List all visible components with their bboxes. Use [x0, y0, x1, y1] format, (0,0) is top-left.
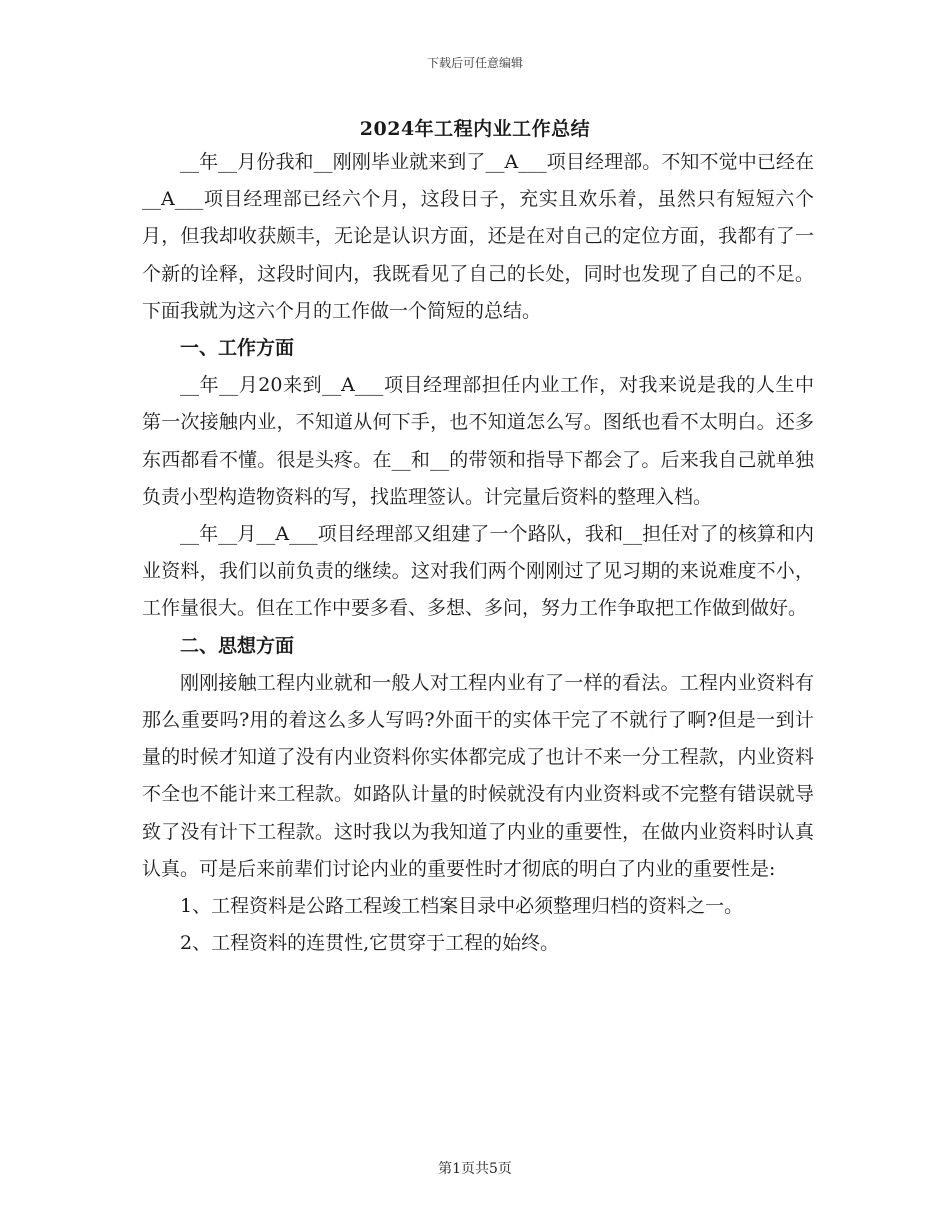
- work-paragraph-2: __年__月__A___项目经理部又组建了一个路队，我和__担任对了的核算和内业资料，我们以前负责的继续。这对我们两个刚刚过了见习期的来说难度不小，工作量很大。但在工作中要多看、多想、多问，努力工作争取把工作做到做好。: [142, 523, 814, 620]
- thoughts-paragraph-1: 刚刚接触工程内业就和一般人对工程内业有了一样的看法。工程内业资料有那么重要吗?用的着这么多人写吗?外面干的实体干完了不就行了啊?但是一到计量的时候才知道了没有内业资料你实体都完成了也计不来一分工程款，内业资料不全也不能计来工程款。如路队计量的时候就没有内业资料或不完整有错误就导致了没有计下工程款。这时我以为我知道了内业的重要性，在做内业资料时认真认真。可是后来前辈们讨论内业的重要性时才彻底的明白了内业的重要性是:: [142, 671, 814, 880]
- list-item: 1、工程资料是公路工程竣工档案目录中必须整理归档的资料之一。: [180, 895, 744, 918]
- page-header-note: 下载后可任意编辑: [426, 56, 523, 70]
- document-body: [142, 144, 814, 962]
- intro-paragraph: __年__月份我和__刚刚毕业就来到了__A___项目经理部。不知不觉中已经在__A___项目经理部已经六个月，这段日子，充实且欢乐着，虽然只有短短六个月，但我却收获颇丰，无论是认识方面，还是在对自己的定位方面，我都有了一个新的诠释，这段时间内，我既看见了自己的长处，同时也发现了自己的不足。下面我就为这六个月的工作做一个简短的总结。: [142, 151, 814, 322]
- document-title: 2024年工程内业工作总结: [359, 118, 591, 140]
- work-paragraph-1: __年__月20来到__A___项目经理部担任内业工作，对我来说是我的人生中第一次接触内业，不知道从何下手，也不知道怎么写。图纸也看不太明白。还多东西都看不懂。很是头疼。在__和__的带领和指导下都会了。后来我自己就单独负责小型构造物资料的写，找监理签认。计完量后资料的整理入档。: [142, 374, 814, 508]
- section-heading-work: 一、工作方面: [180, 337, 295, 360]
- section-heading-thoughts: 二、思想方面: [180, 634, 295, 657]
- list-item: 2、工程资料的连贯性,它贯穿于工程的始终。: [180, 932, 560, 955]
- page-footer-number: 第1页共5页: [438, 1161, 512, 1177]
